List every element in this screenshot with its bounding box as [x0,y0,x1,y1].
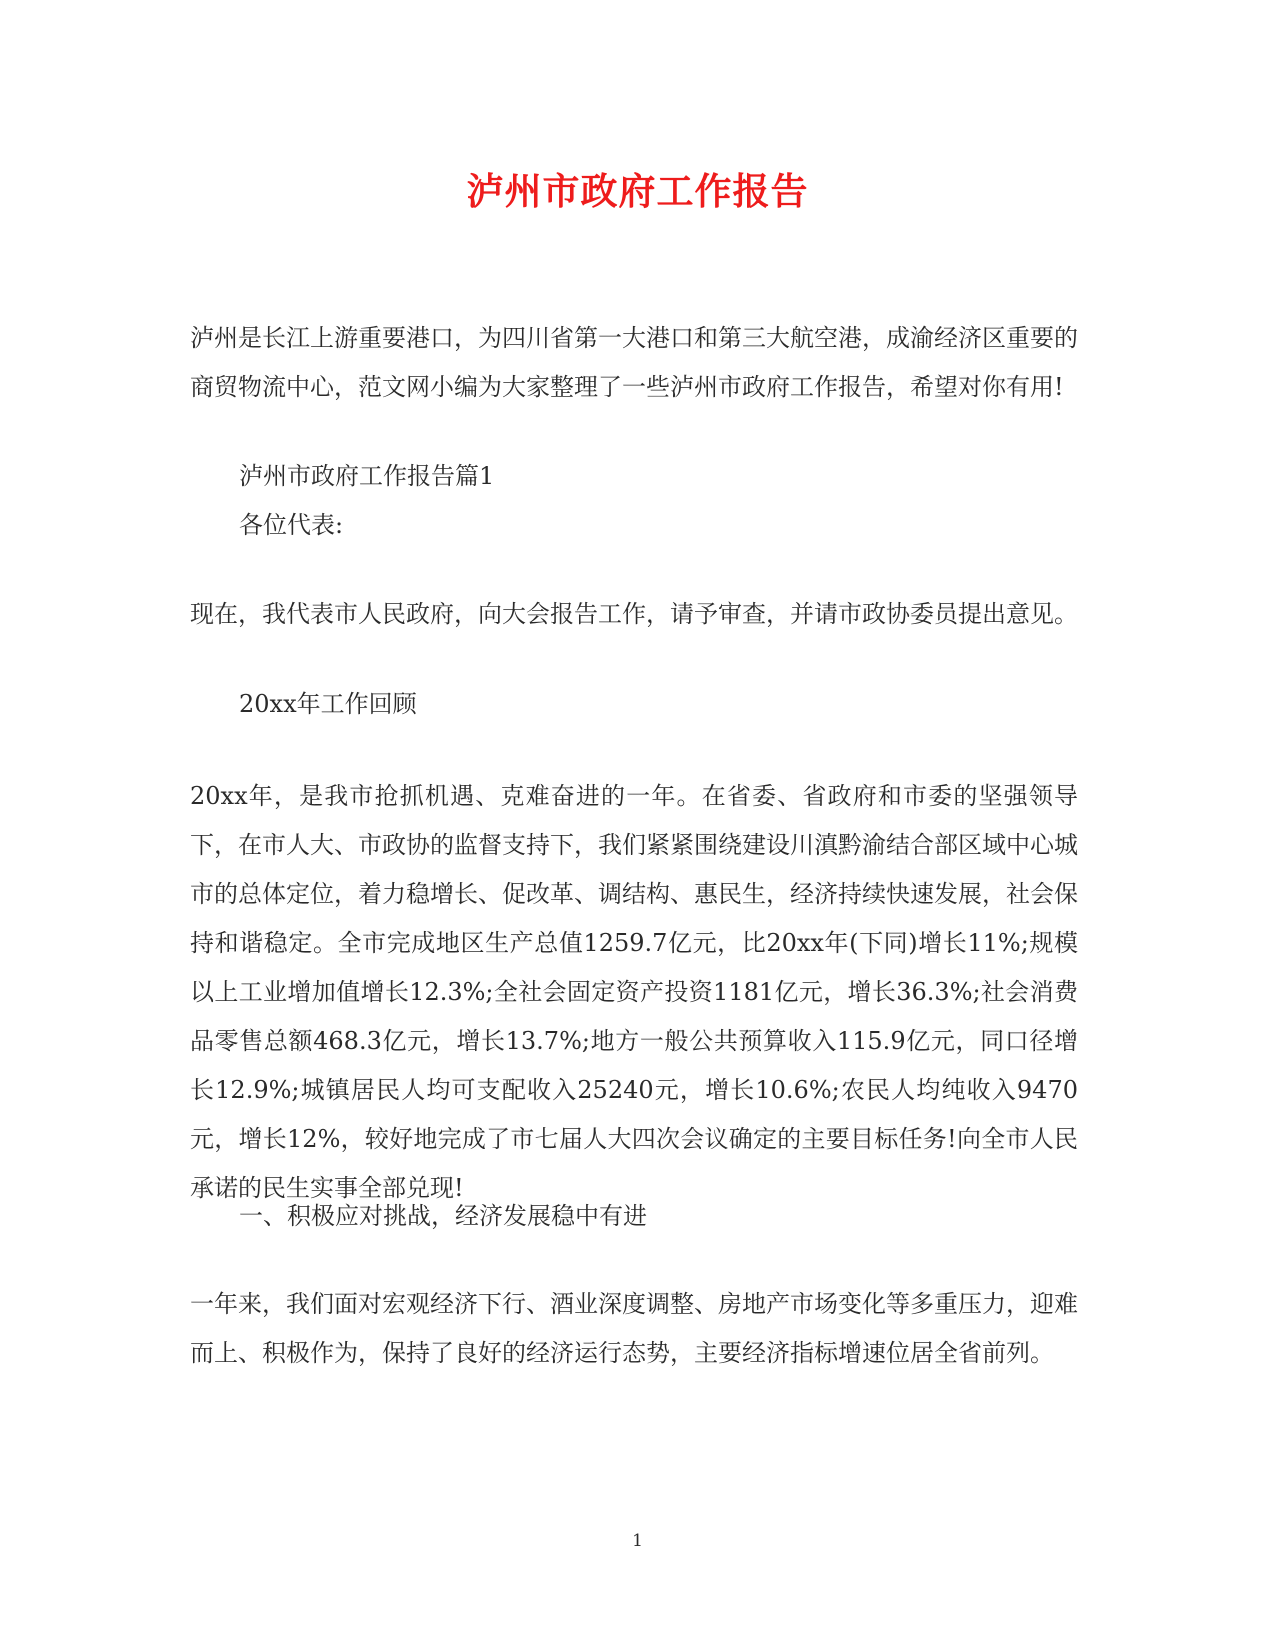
review-heading: 20xx年工作回顾 [239,690,417,718]
opening-paragraph: 现在，我代表市人民政府，向大会报告工作，请予审查，并请市政协委员提出意见。 [190,600,1078,628]
intro-paragraph: 泸州是长江上游重要港口，为四川省第一大港口和第三大航空港，成渝经济区重要的商贸物流中心，范文网小编为大家整理了一些泸州市政府工作报告，希望对你有用! [190,324,1078,401]
part-one-heading: 一、积极应对挑战，经济发展稳中有进 [239,1202,647,1230]
salutation: 各位代表: [239,511,344,539]
section-title: 泸州市政府工作报告篇1 [239,462,495,490]
part-one-paragraph: 一年来，我们面对宏观经济下行、酒业深度调整、房地产市场变化等多重压力，迎难而上、积极作为，保持了良好的经济运行态势，主要经济指标增速位居全省前列。 [190,1290,1078,1367]
document-title: 泸州市政府工作报告 [466,169,809,213]
review-paragraph: 20xx年，是我市抢抓机遇、克难奋进的一年。在省委、省政府和市委的坚强领导下，在市人大、市政协的监督支持下，我们紧紧围绕建设川滇黔渝结合部区域中心城市的总体定位，着力稳增长、促改革、调结构、惠民生，经济持续快速发展，社会保持和谐稳定。全市完成地区生产总值1259.7亿元，比20xx年(下同)增长11%;规模以上工业增加值增长12.3%;全社会固定资产投资1181亿元，增长36.3%;社会消费品零售总额468.3亿元，增长13.7%;地方一般公共预算收入115.9亿元，同口径增长12.9%;城镇居民人均可支配收入25240元，增长10.6%;农民人均纯收入9470元，增长12%，较好地完成了市七届人大四次会议确定的主要目标任务!向全市人民承诺的民生实事全部兑现! [190,782,1078,1202]
page-number: 1 [632,1531,643,1551]
